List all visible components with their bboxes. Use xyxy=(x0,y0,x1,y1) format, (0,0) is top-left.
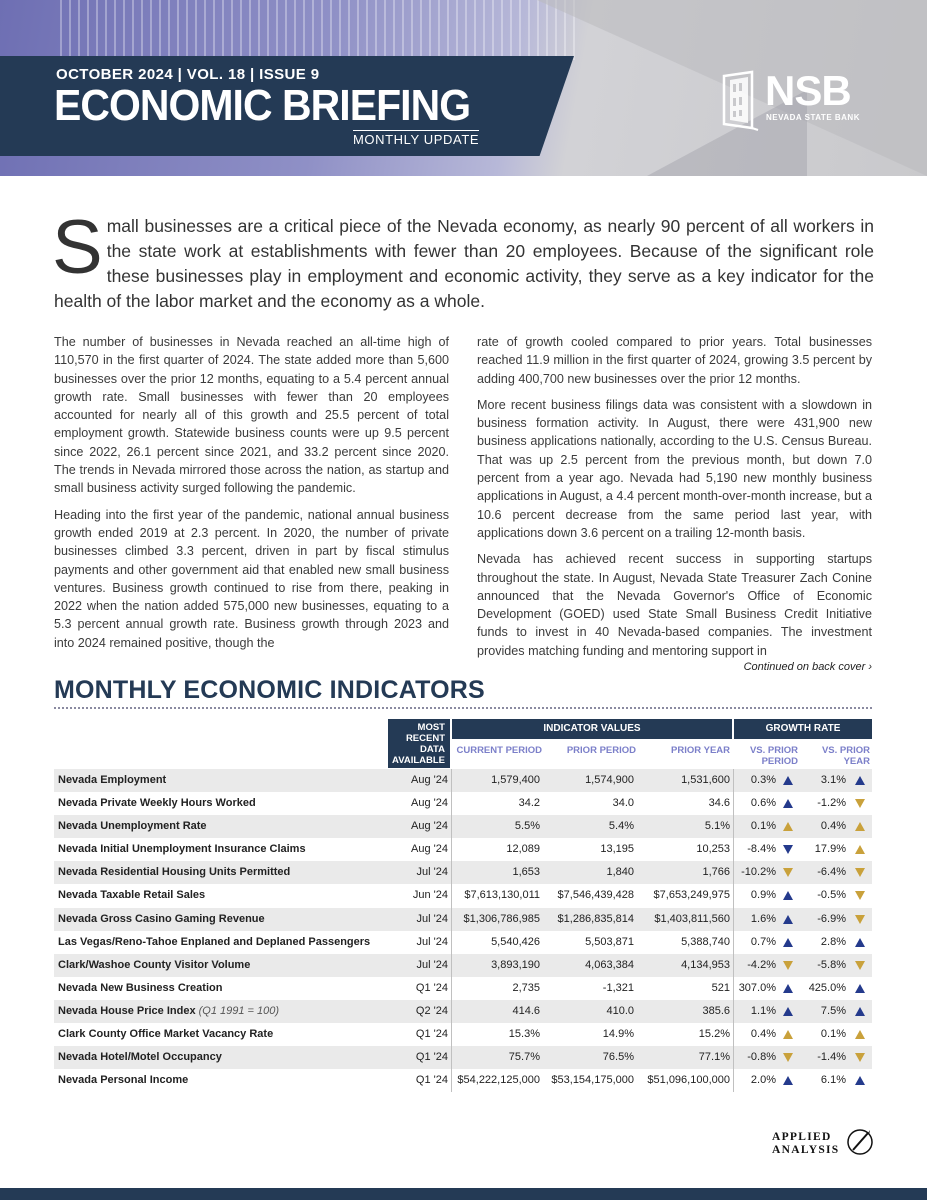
prior-year-value: 5.1% xyxy=(704,820,730,833)
most-recent-date: Jul '24 xyxy=(416,958,448,971)
indicator-name xyxy=(58,908,265,931)
current-value: 34.2 xyxy=(518,797,540,810)
table-row xyxy=(54,954,872,977)
table-row xyxy=(54,884,872,907)
most-recent-date: Aug '24 xyxy=(411,797,448,810)
prior-year-value: 77.1% xyxy=(698,1051,730,1064)
column-divider xyxy=(733,769,734,1092)
triangle-down-icon xyxy=(855,961,865,970)
indicator-name xyxy=(58,1000,279,1023)
prior-year-value: 15.2% xyxy=(698,1028,730,1041)
brand-line: APPLIED xyxy=(772,1131,832,1143)
current-value: 12,089 xyxy=(506,843,540,856)
triangle-up-icon xyxy=(783,1076,793,1085)
indicators-title: MONTHLY ECONOMIC INDICATORS xyxy=(54,676,485,704)
triangle-down-icon xyxy=(855,868,865,877)
growth-vs-period: -0.8% xyxy=(747,1051,776,1064)
current-value: 15.3% xyxy=(508,1028,540,1041)
header-vs-prior-year: VS. PRIOR YEAR xyxy=(821,745,870,767)
prior-year-value: 5,388,740 xyxy=(681,935,730,948)
page-title: ECONOMIC BRIEFING xyxy=(54,81,471,130)
growth-vs-period: 307.0% xyxy=(738,981,776,994)
most-recent-date: Jul '24 xyxy=(416,912,448,925)
triangle-down-icon xyxy=(783,845,793,854)
indicator-label: Nevada Taxable Retail Sales xyxy=(58,889,206,902)
growth-vs-year: 0.4% xyxy=(820,820,846,833)
indicator-label: Nevada Personal Income xyxy=(58,1074,189,1087)
triangle-down-icon xyxy=(783,961,793,970)
page-header xyxy=(0,0,927,176)
footer-bar xyxy=(0,1188,927,1200)
growth-vs-year: -6.4% xyxy=(817,866,846,879)
paragraph: Nevada has achieved recent success in supporting startups throughout the state. In August, Nevada State Treasurer Zach Conine announced that the Nevada Governor's Office of Economic Development (GOED) used State Small Business Credit Initiative funds to invest in 40 Nevada-based companies. The investment provides matching funding and mentoring support in xyxy=(477,552,872,658)
most-recent-date: Q1 '24 xyxy=(415,981,448,994)
column-divider xyxy=(451,769,452,1092)
prior-year-value: $51,096,100,000 xyxy=(647,1074,730,1087)
growth-vs-year: -5.8% xyxy=(817,958,846,971)
indicator-name xyxy=(58,884,205,907)
indicator-name xyxy=(58,1069,188,1092)
table-row xyxy=(54,792,872,815)
indicator-note: (Q1 1991 = 100) xyxy=(198,1004,280,1017)
prior-year-value: 34.6 xyxy=(708,797,730,810)
triangle-up-icon xyxy=(855,1030,865,1039)
header-prior-year: PRIOR YEAR xyxy=(671,745,730,756)
triangle-up-icon xyxy=(855,1076,865,1085)
triangle-up-icon xyxy=(783,776,793,785)
most-recent-date: Aug '24 xyxy=(411,843,448,856)
current-value: $54,222,125,000 xyxy=(457,1074,540,1087)
prior-value: $53,154,175,000 xyxy=(551,1074,634,1087)
header-indicator-values: INDICATOR VALUES xyxy=(452,719,732,739)
growth-vs-year: 7.5% xyxy=(820,1004,846,1017)
current-value: $7,613,130,011 xyxy=(464,889,540,902)
indicator-label: Nevada Employment xyxy=(58,774,167,786)
most-recent-date: Q1 '24 xyxy=(415,1051,448,1064)
prior-value: 5,503,871 xyxy=(585,935,634,948)
header-most-recent: MOST RECENT DATA AVAILABLE xyxy=(388,719,450,768)
triangle-up-icon xyxy=(783,822,793,831)
most-recent-date: Aug '24 xyxy=(411,820,448,833)
triangle-up-icon xyxy=(855,845,865,854)
article-column-left xyxy=(54,333,449,660)
continued-note: Continued on back cover › xyxy=(743,661,872,673)
current-value: 1,579,400 xyxy=(491,774,540,786)
prior-value: 14.9% xyxy=(602,1028,634,1041)
indicator-name xyxy=(58,1023,273,1046)
indicator-name xyxy=(58,792,256,815)
table-row xyxy=(54,1069,872,1092)
growth-vs-year: -6.9% xyxy=(817,912,846,925)
triangle-up-icon xyxy=(855,938,865,947)
growth-vs-year: 3.1% xyxy=(820,774,846,786)
intro-text: mall businesses are a critical piece of the Nevada economy, as nearly 90 percent of all workers in the state work at establishments with fewer than 20 employees. Because of the significant role these businesses play in employment and economic activity, they serve as a key indicator for the health of the labor market and the economy as a whole. xyxy=(54,216,874,311)
header-growth-rate: GROWTH RATE xyxy=(734,719,872,739)
growth-vs-year: 17.9% xyxy=(814,843,846,856)
prior-value: 1,840 xyxy=(606,866,634,879)
growth-vs-period: 2.0% xyxy=(750,1074,776,1087)
prior-value: 76.5% xyxy=(602,1051,634,1064)
logo-subtitle: NEVADA STATE BANK xyxy=(766,113,860,122)
triangle-down-icon xyxy=(855,891,865,900)
growth-vs-period: 0.3% xyxy=(750,774,776,786)
growth-vs-year: 2.8% xyxy=(820,935,846,948)
triangle-up-icon xyxy=(783,1007,793,1016)
intro-paragraph xyxy=(52,205,874,314)
prior-value: 4,063,384 xyxy=(585,958,634,971)
growth-vs-period: 0.1% xyxy=(750,820,776,833)
triangle-down-icon xyxy=(783,868,793,877)
growth-vs-year: -1.4% xyxy=(817,1051,846,1064)
prior-year-value: 521 xyxy=(711,981,730,994)
prior-year-value: $1,403,811,560 xyxy=(654,912,730,925)
triangle-up-icon xyxy=(783,799,793,808)
logo-wordmark: NSB xyxy=(765,67,851,114)
indicator-name xyxy=(58,815,207,838)
article-column-right xyxy=(477,333,872,668)
prior-value: $7,546,439,428 xyxy=(557,889,634,902)
triangle-down-icon xyxy=(783,1053,793,1062)
prior-year-value: 385.6 xyxy=(702,1004,730,1017)
most-recent-date: Jul '24 xyxy=(416,935,448,948)
decorative-chart-bars xyxy=(60,0,580,60)
indicator-name xyxy=(58,861,290,884)
table-row xyxy=(54,1000,872,1023)
indicator-name xyxy=(58,1046,222,1069)
indicator-label: Nevada House Price Index xyxy=(58,1004,196,1017)
most-recent-date: Jul '24 xyxy=(416,866,448,879)
triangle-down-icon xyxy=(855,1053,865,1062)
divider xyxy=(54,707,872,709)
indicator-label: Clark County Office Market Vacancy Rate xyxy=(58,1028,274,1041)
growth-vs-year: -1.2% xyxy=(817,797,846,810)
growth-vs-period: 0.7% xyxy=(750,935,776,948)
growth-vs-period: -10.2% xyxy=(741,866,776,879)
most-recent-date: Jun '24 xyxy=(412,889,448,902)
growth-vs-period: 0.4% xyxy=(750,1028,776,1041)
triangle-up-icon xyxy=(783,938,793,947)
growth-vs-period: 0.6% xyxy=(750,797,776,810)
indicator-label: Nevada New Business Creation xyxy=(58,981,223,994)
prior-year-value: 1,531,600 xyxy=(681,774,730,786)
header-current-period: CURRENT PERIOD xyxy=(456,745,542,756)
table-row xyxy=(54,931,872,954)
header-vs-prior-period: VS. PRIOR PERIOD xyxy=(749,745,798,767)
prior-value: 13,195 xyxy=(600,843,634,856)
indicator-name xyxy=(58,954,250,977)
most-recent-date: Aug '24 xyxy=(411,774,448,786)
current-value: 1,653 xyxy=(512,866,540,879)
indicator-label: Las Vegas/Reno-Tahoe Enplaned and Deplaned Passengers xyxy=(58,935,371,948)
triangle-up-icon xyxy=(783,1030,793,1039)
prior-value: $1,286,835,814 xyxy=(557,912,634,925)
door-icon xyxy=(722,70,760,132)
prior-value: 5.4% xyxy=(608,820,634,833)
triangle-up-icon xyxy=(855,984,865,993)
brand-line: ANALYSIS xyxy=(772,1144,840,1156)
current-value: 75.7% xyxy=(508,1051,540,1064)
growth-vs-period: 1.1% xyxy=(750,1004,776,1017)
header-prior-period: PRIOR PERIOD xyxy=(566,745,636,756)
prior-value: 34.0 xyxy=(612,797,634,810)
indicator-label: Nevada Private Weekly Hours Worked xyxy=(58,797,256,810)
compass-pen-icon xyxy=(846,1128,874,1156)
triangle-up-icon xyxy=(855,822,865,831)
prior-year-value: 10,253 xyxy=(696,843,730,856)
indicator-label: Nevada Gross Casino Gaming Revenue xyxy=(58,912,265,925)
current-value: 3,893,190 xyxy=(491,958,540,971)
table-row xyxy=(54,815,872,838)
prior-year-value: 4,134,953 xyxy=(681,958,730,971)
indicator-name xyxy=(58,838,306,861)
triangle-up-icon xyxy=(783,915,793,924)
current-value: 5.5% xyxy=(514,820,540,833)
indicator-label: Nevada Unemployment Rate xyxy=(58,820,207,833)
triangle-up-icon xyxy=(855,776,865,785)
table-row xyxy=(54,838,872,861)
table-row xyxy=(54,769,872,792)
most-recent-date: Q1 '24 xyxy=(415,1028,448,1041)
most-recent-date: Q1 '24 xyxy=(415,1074,448,1087)
applied-analysis-logo xyxy=(772,1131,840,1157)
indicators-table xyxy=(54,769,872,1092)
triangle-down-icon xyxy=(855,799,865,808)
drop-cap: S xyxy=(52,205,103,290)
current-value: 414.6 xyxy=(512,1004,540,1017)
issue-info: OCTOBER 2024 | VOL. 18 | ISSUE 9 xyxy=(56,66,320,83)
indicator-label: Nevada Hotel/Motel Occupancy xyxy=(58,1051,222,1064)
table-row xyxy=(54,1046,872,1069)
paragraph: The number of businesses in Nevada reached an all-time high of 110,570 in the first quarter of 2024. The state added more than 5,600 businesses over the prior 12 months, equating to a 5.4 percent annual growth rate. Small businesses with fewer than 20 employees accounted for nearly all of this growth and 25.5 percent of total employment growth. Statewide business counts were up 9.5 percent since 2022, 26.1 percent since 2021, and 33.2 percent since 2020. The trends in Nevada mirrored those across the nation, as startup and small business activity surged following the pandemic. xyxy=(54,335,449,496)
table-row xyxy=(54,977,872,1000)
growth-vs-period: -8.4% xyxy=(747,843,776,856)
table-row xyxy=(54,908,872,931)
prior-year-value: $7,653,249,975 xyxy=(653,889,730,902)
paragraph: rate of growth cooled compared to prior years. Total businesses reached 11.9 million in the first quarter of 2024, growing 3.5 percent by adding 400,700 new businesses over the prior 12 months. xyxy=(477,335,872,386)
table-row xyxy=(54,1023,872,1046)
prior-year-value: 1,766 xyxy=(702,866,730,879)
triangle-down-icon xyxy=(855,915,865,924)
growth-vs-period: 0.9% xyxy=(750,889,776,902)
table-row xyxy=(54,861,872,884)
growth-vs-year: 0.1% xyxy=(820,1028,846,1041)
prior-value: 410.0 xyxy=(606,1004,634,1017)
indicator-label: Nevada Initial Unemployment Insurance Claims xyxy=(58,843,306,856)
growth-vs-period: -4.2% xyxy=(747,958,776,971)
prior-value: -1,321 xyxy=(602,981,634,994)
triangle-up-icon xyxy=(783,984,793,993)
growth-vs-period: 1.6% xyxy=(750,912,776,925)
triangle-up-icon xyxy=(783,891,793,900)
most-recent-date: Q2 '24 xyxy=(415,1004,448,1017)
indicator-name xyxy=(58,977,222,1000)
current-value: 5,540,426 xyxy=(491,935,540,948)
current-value: $1,306,786,985 xyxy=(463,912,540,925)
indicator-label: Clark/Washoe County Visitor Volume xyxy=(58,958,251,971)
page-subtitle: MONTHLY UPDATE xyxy=(353,132,480,147)
current-value: 2,735 xyxy=(512,981,540,994)
indicator-name xyxy=(58,931,370,954)
growth-vs-year: 6.1% xyxy=(820,1074,846,1087)
prior-value: 1,574,900 xyxy=(585,774,634,786)
indicator-label: Nevada Residential Housing Units Permitted xyxy=(58,866,291,879)
growth-vs-year: -0.5% xyxy=(817,889,846,902)
indicator-name xyxy=(58,769,166,792)
paragraph: More recent business filings data was consistent with a slowdown in business formation activity. In August, there were 431,900 new business applications nationally, according to the U.S. Census Bureau. That was up 2.5 percent from the previous month, but down 7.0 percent from a year ago. Nevada had 5,190 new monthly business applications in August, a 4.4 percent month-over-month increase, but a 10.6 percent decrease from the same period last year, with applications down 3.6 percent on a trailing 12-month basis. xyxy=(477,397,872,540)
paragraph: Heading into the first year of the pandemic, national annual business growth ended 2019 at 2.3 percent. In 2020, the number of private businesses climbed 3.3 percent, driven in part by fiscal stimulus payments and other government aid that enabled new small business ventures. Business growth continued to rise from there, peaking in 2022 when the nation added 575,000 new businesses, equating to a 5.3 percent annual growth rate. Business growth through 2023 and into 2024 remained positive, though the xyxy=(54,507,449,650)
triangle-up-icon xyxy=(855,1007,865,1016)
growth-vs-year: 425.0% xyxy=(808,981,846,994)
